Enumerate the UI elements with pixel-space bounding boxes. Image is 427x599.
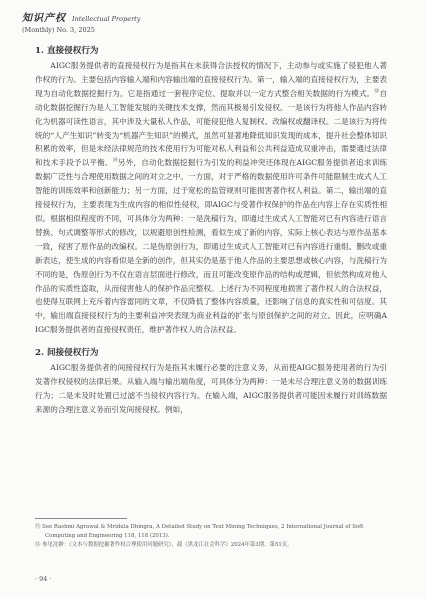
footnote-continuation: Computing and Engineering 118, 118 (2013). [45, 533, 170, 539]
section-heading-direct-infringement: 1. 直接侵权行为 [35, 46, 99, 56]
journal-title-cn: 知识产权 [22, 13, 66, 24]
paragraph: AIGC服务提供者的间接侵权行为是指其未履行必要的注意义务，从而使AIGC服务使用者的行为引发著作权侵权的法律后果。从输入端与输出端角度，可具体分为两种：一是未尽合理注意义务的数据训练行为；二是未及时处置已过滤不当侵权内容行为。在输入端，AIGC服务提供者可能因未履行对训练数据来源的合理注意义务而引发间接侵权。例如， [35, 363, 387, 414]
footnote-text: See Rashmi Agrawal & Mridula Dhingra, A Detailed Study on Text Mining Techniques, 2 International Journal of Soft [42, 524, 364, 530]
footnote-ref[interactable]: ⑭ [112, 157, 118, 164]
footnote-mark: ⑭ [35, 542, 41, 548]
paragraph [35, 59, 387, 337]
paragraph-text: AIGC服务提供者的直接侵权行为是指其在未获得合法授权的情况下，主动参与或实施了侵犯他人著作权的行为。主要包括内容输入端和内容输出端的直接侵权行为。第一，输入端的直接侵权行为，主要表现为自动化数据挖掘行为。它是指通过一套程序定位、提取并以一定方式整合相关数据的行为模式。 [35, 61, 387, 98]
issue-info: (Monthly) No. 3, 2025 [22, 26, 95, 34]
footnote-text: 参见沈翀：《文本与数据挖掘著作权合理使用问题研究》，载《黑龙江社会科学》2024年第3期，第51页。 [42, 542, 293, 548]
footnote-item [35, 523, 387, 532]
footnote-mark: ⑬ [35, 524, 41, 530]
page-number: · 94 · [35, 575, 52, 583]
paragraph-text: 自动化数据挖掘行为是人工智能发展的关键技术支撑，然而其极易引发侵权。一是该行为将他人作品内容转化为机器可读性语言，其中涉及大量私人作品，可能侵犯他人复制权、改编权或翻译权。二是该行为将传统的“人产生知识”转变为“机器产生知识”的模式，虽然可显著地降低知识发现的成本，提升社会整体知识积累的效率，但是未经法律规范的技术使用行为可能对私人利益和公共利益造成双重冲击，需要通过法律和技术手段予以平衡。 [35, 88, 387, 168]
article-body [35, 44, 387, 417]
journal-title-en: Intellectual Property [72, 15, 141, 23]
journal-title-row [22, 9, 140, 24]
paragraph-text: 另外，自动化数据挖掘行为引发的利益冲突还体现在AIGC服务提供者追求训练数据广泛性与合理使用数据之间的对立之中。一方面，对于严格的数据使用许可条件可能限制生成式人工智能的训练效率和创新能力；另一方面，过于宽松的监管规则可能损害著作权人利益。第二，输出端的直接侵权行为，主要表现为生成内容的相似性侵权，即AIGC与受著作权保护的作品在内容上存在实质性相似。根据相似程度的不同，可具体分为两种：一是洗稿行为，即通过生成式人工智能对已有内容进行语言替换、句式调整等形式的修改，以规避原创性检测，看似生成了新的内容，实际上核心表达与原作品基本一致，侵害了原作品的改编权。二是伪原创行为，即通过生成式人工智能对已有内容进行重组、删改或重新表达，使生成的内容看似是全新的创作，但其实仍是基于他人作品的主要思想或核心内容，与洗稿行为不同的是，伪原创行为不仅在语言层面进行修改，而且可能改变原作品的结构或逻辑，但依然构成对他人作品的实质性盗取，从而侵害他人的保护作品完整权。上述行为不同程度地损害了著作权人的合法权益，也使得互联网上充斥着内容雷同的文章，不仅降低了整体内容质量，还影响了信息的真实性和可信度。其中，输出端直接侵权行为的主要利益冲突表现为商业利益的扩张与原创保护之间的对立。因此，应明确AIGC服务提供者的直接侵权责任，维护著作权人的合法权益。 [35, 158, 387, 335]
footnote-ref[interactable]: ⑬ [374, 88, 380, 95]
footnotes [35, 523, 387, 550]
running-header [22, 9, 140, 34]
footnote-item [35, 541, 387, 550]
footnote-divider [35, 518, 127, 519]
section-heading-indirect-infringement: 2. 间接侵权行为 [35, 348, 99, 359]
